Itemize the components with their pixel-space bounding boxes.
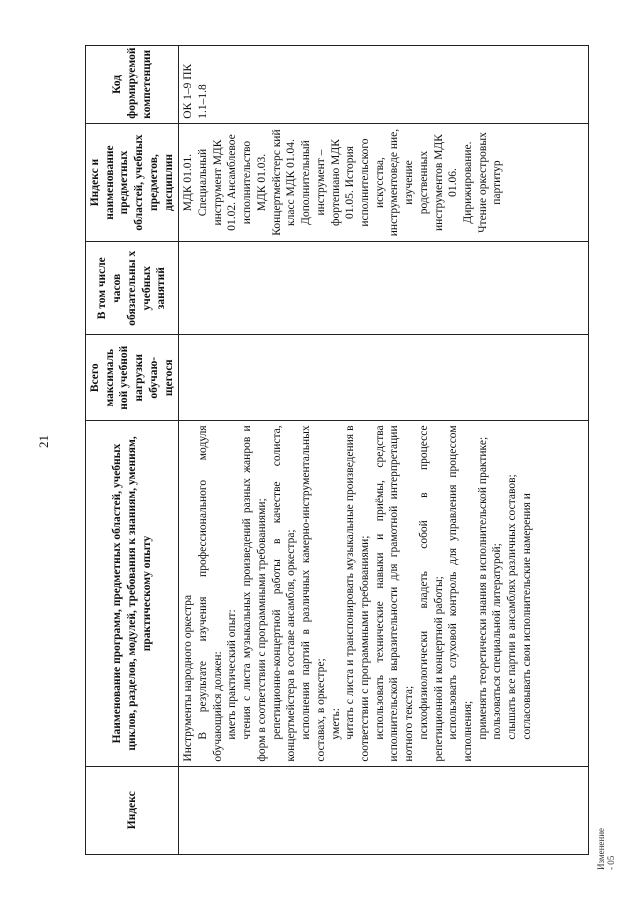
text-line: согласовывать свои исполнительские намерения и bbox=[520, 493, 533, 740]
header-mandatory-hours: В том числе часов обязательны х учебных занятий bbox=[86, 242, 179, 335]
text-line: В результате изучения профессионального модуля обучающийся должен: bbox=[197, 425, 224, 762]
cell-mandatory-hours bbox=[179, 242, 589, 335]
footer-revision: Изменение - 05 bbox=[596, 827, 616, 870]
cell-competence-code: ОК 1–9 ПК 1.1–1.8 bbox=[179, 46, 589, 124]
section-title: Инструменты народного оркестра bbox=[182, 594, 195, 762]
cell-name bbox=[179, 421, 589, 766]
header-disciplines: Индекс и наименование предметных областей, учебных предметов, дисциплин bbox=[86, 123, 179, 242]
text-line: слышать все партии в ансамблях различных составов; bbox=[506, 474, 519, 740]
table-header-row bbox=[86, 46, 179, 855]
table-row bbox=[179, 46, 589, 855]
cell-disciplines: МДК 01.01. Специальный инструмент МДК 01.02. Ансамблевое исполнительство МДК 01.03. Концертмейстерс кий класс МДК 01.04. Дополнительный инструмент – фортепиано МДК 01.05. История исполнительского искусства, инструментоведе ние, изучение родственных инструментов МДК 01.06. Дирижирование. Чтение оркестровых партитур bbox=[179, 123, 589, 242]
text-line: репетиционно-концертной работы в качестве солиста, концертмейстера в составе ансамбля, оркестра; bbox=[270, 425, 298, 762]
header-competence-code: Код формируемой компетенции bbox=[86, 46, 179, 124]
header-index: Индекс bbox=[86, 766, 179, 854]
cell-index bbox=[179, 766, 589, 854]
text-line: психофизиологически владеть собой в процессе репетиционной и концертной работы; bbox=[417, 425, 445, 762]
header-name: Наименование программ, предметных областей, учебных циклов, разделов, модулей, требования к знаниям, умениям, практическому опыту bbox=[86, 421, 179, 766]
text-line: исполнения партий в различных камерно-инструментальных составах, в оркестре; bbox=[300, 425, 327, 762]
header-total-load: Всего максималь ной учебной нагрузки обучаю-щегося bbox=[86, 335, 179, 421]
curriculum-table-rotated bbox=[85, 45, 595, 855]
curriculum-table bbox=[85, 45, 589, 855]
text-line: иметь практический опыт: bbox=[226, 609, 239, 740]
text-line: уметь: bbox=[329, 708, 342, 740]
text-line: использовать технические навыки и приёмы, средства исполнительской выразительности для грамотной интерпретации нотного текста; bbox=[373, 425, 416, 762]
page-number: 21 bbox=[36, 435, 51, 448]
text-line: читать с листа и транспонировать музыкальные произведения в соответствии с программными требованиями; bbox=[344, 425, 371, 762]
text-line: использовать слуховой контроль для управления процессом исполнения; bbox=[447, 425, 474, 762]
text-line: пользоваться специальной литературой; bbox=[491, 543, 504, 740]
cell-total-load bbox=[179, 335, 589, 421]
text-line: применять теоретически знания в исполнительской практике; bbox=[476, 436, 489, 740]
text-line: чтения с листа музыкальных произведений разных жанров и форм в соответствии с программными требованиями; bbox=[241, 425, 268, 762]
